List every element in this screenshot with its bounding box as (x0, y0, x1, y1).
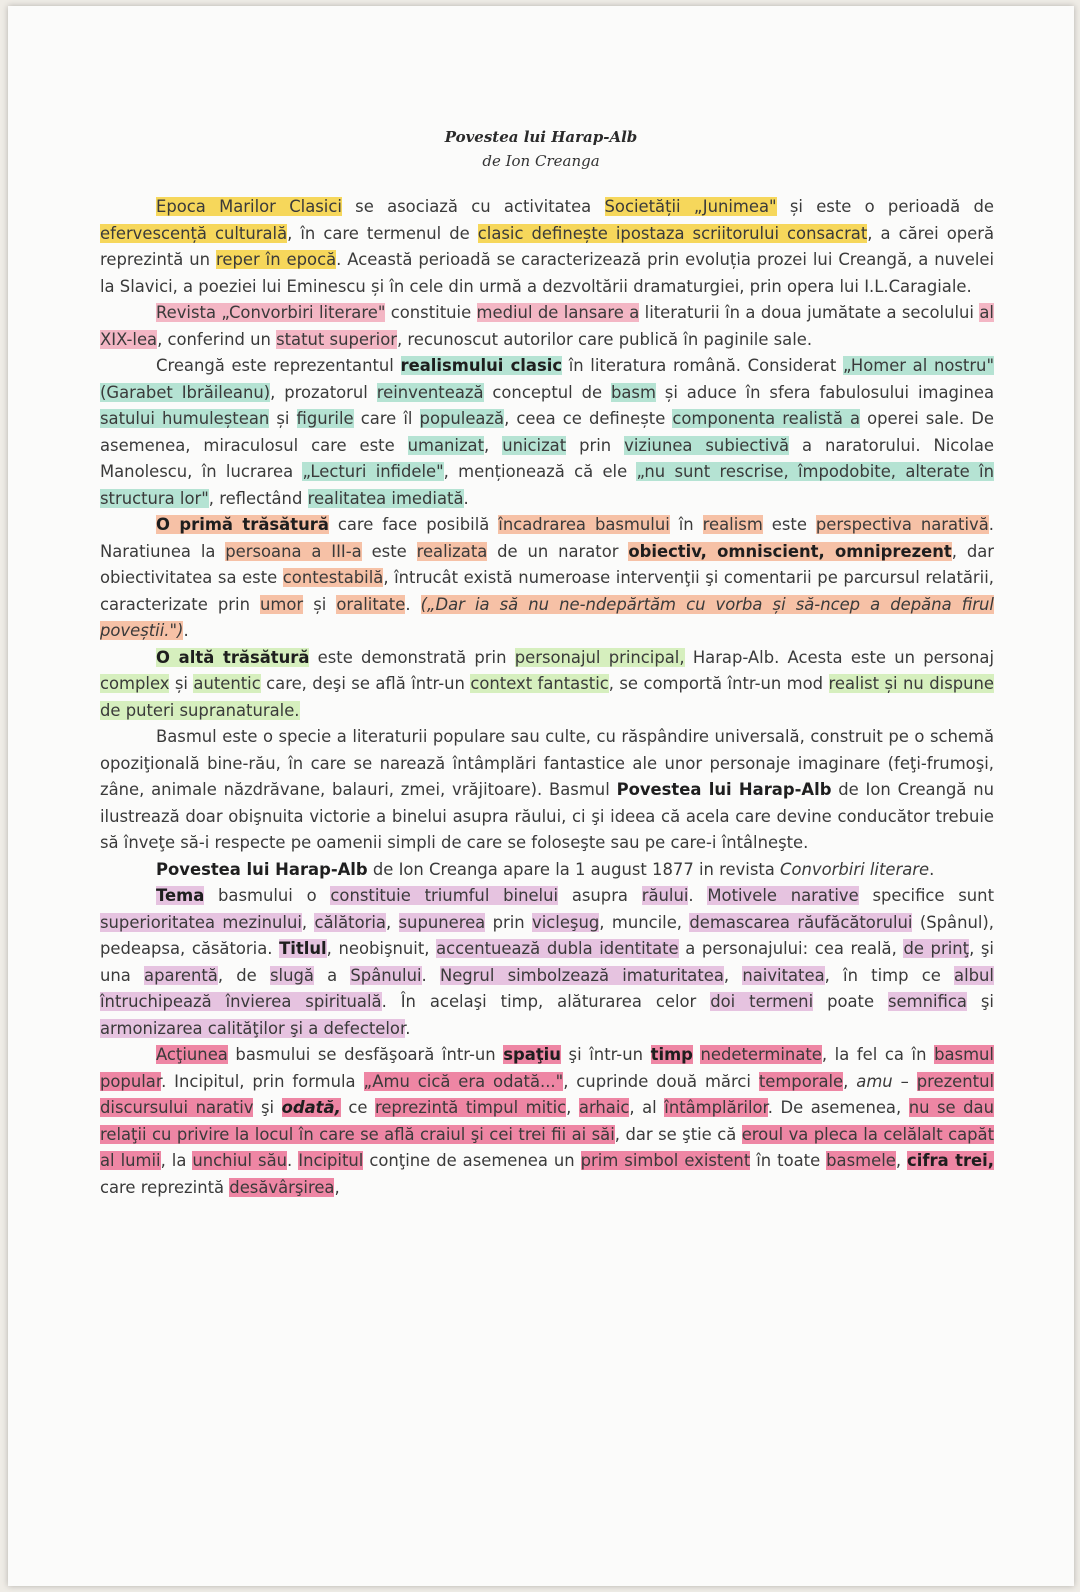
highlighted-text: reprezintă timpul mitic (374, 1098, 567, 1117)
text-run: a personajului: cea reală, (678, 939, 904, 958)
highlighted-text: arhaic (578, 1098, 630, 1117)
text-run: – (892, 1071, 917, 1091)
highlighted-text: oralitate (336, 594, 406, 614)
highlighted-text: realitatea imediată (307, 488, 464, 508)
highlighted-text: armonizarea calităţilor şi a defectelor (100, 1018, 406, 1038)
highlighted-text: slugă (269, 965, 314, 985)
highlighted-text: reper în epocă (216, 250, 337, 269)
highlighted-text: Motivele narative (707, 886, 859, 905)
text-run: ce (340, 1098, 375, 1117)
highlighted-text: unicizat (502, 435, 567, 455)
highlighted-text: realismului clasic (400, 356, 563, 375)
text-run: și aduce în sfera fabulosului imaginea (655, 382, 995, 402)
paragraph (100, 645, 994, 725)
highlighted-text: Tema (156, 886, 205, 905)
text-run: , şi una (100, 939, 994, 985)
document-title: Povestea lui Harap-Alb (444, 128, 638, 146)
highlighted-text: efervescență culturală (100, 223, 288, 243)
highlighted-text: satului humuleștean (100, 409, 270, 428)
text-run: care, deşi se află într-un (260, 674, 471, 693)
highlighted-text: Incipitul (298, 1151, 364, 1170)
text-run: de Ion Creanga apare la 1 august 1877 in revista (367, 859, 781, 879)
text-run: prin (485, 912, 533, 932)
highlighted-text: de prinţ (903, 939, 970, 958)
highlighted-text: „Amu cică era odată..." (363, 1071, 564, 1091)
highlighted-text: perspectiva narativă (815, 515, 989, 534)
text-run: basmului se desfăşoară într-un (227, 1045, 504, 1064)
highlighted-text: încadrarea basmului (498, 515, 670, 534)
text-run: este demonstrată prin (309, 647, 515, 667)
text-run: . (463, 488, 469, 508)
highlighted-text: Spânului (350, 965, 422, 985)
highlighted-text: O primă trăsătură (156, 515, 329, 534)
text-run: , în care termenul de (287, 223, 478, 243)
highlighted-text: accentuează dubla identitate (436, 939, 679, 958)
text-run: , menționează că ele (443, 462, 637, 481)
highlighted-text: odată, (281, 1098, 341, 1117)
highlighted-text: supunerea (398, 912, 486, 932)
paragraph (100, 857, 994, 884)
highlighted-text: statut superior (276, 329, 397, 349)
text-run: , neobişnuit, (326, 939, 437, 958)
text-run: , dar se ştie că (614, 1124, 742, 1144)
text-run: , de (217, 965, 270, 985)
highlighted-text: Revista „Convorbiri literare" (156, 303, 386, 322)
highlighted-text: al XIX-lea (100, 303, 994, 349)
highlighted-text: clasic definește ipostaza scriitorului consacrat (477, 223, 868, 243)
highlighted-text: doi termeni (710, 992, 814, 1011)
highlighted-text: populează (419, 409, 505, 428)
text-run: , conferind un (157, 329, 277, 349)
highlighted-text: basm (610, 382, 656, 402)
highlighted-text: demascarea răufăcătorului (689, 912, 913, 932)
text-run: . În acelaşi timp, alăturarea celor (381, 992, 711, 1011)
text-run: Harap-Alb. Acesta este un personaj (684, 647, 995, 667)
highlighted-text: Titlul (279, 939, 327, 958)
text-run: . (287, 1151, 299, 1170)
text-run: , la fel ca în (821, 1045, 935, 1064)
highlighted-text: temporale (758, 1071, 844, 1091)
text-run: , (895, 1151, 908, 1170)
highlighted-text: mediul de lansare a (476, 303, 640, 322)
highlighted-text: basmele (826, 1151, 896, 1170)
text-run: care îl (353, 409, 420, 428)
highlighted-text: umor (260, 594, 304, 614)
text-run: , (566, 1098, 579, 1117)
highlighted-text: răului (641, 886, 689, 905)
highlighted-text: naivitatea (742, 965, 825, 985)
text-run: , cuprinde două mărci (563, 1071, 759, 1091)
highlighted-text: realizata (416, 541, 488, 561)
highlighted-text: nedeterminate (700, 1045, 822, 1064)
document-body (100, 194, 994, 1201)
highlighted-text: constituie triumful binelui (330, 886, 559, 905)
text-run: în literatura română. Considerat (562, 356, 843, 375)
text-run: a naratorului. Nicolae Manolescu, în lucrarea (100, 435, 995, 481)
highlighted-text: „nu sunt rescrise, împodobite, alterate în structura lor" (100, 462, 994, 508)
text-run: este (762, 515, 816, 534)
highlighted-text: Negrul simbolzează imaturitatea (439, 965, 724, 985)
text-run: . (929, 859, 935, 879)
highlighted-text: „Homer al nostru" (Garabet Ibrăileanu) (100, 356, 994, 402)
text-run: conceptul de (483, 382, 611, 402)
paragraph (100, 512, 994, 645)
text-run: şi (966, 992, 994, 1011)
text-run: , întrucât există numeroase intervenţii şi comentarii pe parcursul relatării, caracterizate prin (100, 568, 994, 614)
text-run: Povestea lui Harap-Alb (156, 859, 368, 879)
highlighted-text: figurile (296, 409, 354, 428)
paper-sheet (8, 6, 1074, 1586)
text-run: Basmul este o specie a literaturii populare sau culte, cu răspândire universală, construit pe o schemă opoziţională bine-rău, în care se narează întâmplări fantastice ale unor personaje imaginare (feţi-frumoşi, zâne, animale năzdrăvane, balauri, zmei, vrăjitoare). Basmul (100, 727, 994, 799)
highlighted-text: context fantastic (470, 674, 609, 693)
text-run: . Această perioadă se caracterizează prin evoluția prozei lui Creangă, a nuvelei la Slavici, a poeziei lui Eminescu și în cele din urmă a dezvoltării dramaturgiei, prin opera lui I.L.Caragiale. (100, 250, 995, 296)
text-run: și este o perioadă de (776, 197, 994, 216)
text-run: , în timp ce (824, 965, 955, 985)
text-run: , (723, 965, 743, 985)
text-run: , al (629, 1098, 665, 1117)
highlighted-text: autentic (193, 674, 261, 693)
text-run: basmului o (204, 886, 331, 905)
highlighted-text: obiectiv, omniscient, omniprezent (628, 541, 952, 561)
highlighted-text: călătoria (314, 912, 386, 932)
text-run: a (313, 965, 351, 985)
paragraph (100, 353, 994, 512)
text-run: , (301, 912, 315, 932)
highlighted-text: prezentul discursului narativ (100, 1071, 995, 1117)
text-run: . Naratiunea la (100, 515, 994, 561)
text-run: , se comportă într-un mod (608, 674, 829, 693)
text-run: , a cărei operă reprezintă un (100, 223, 994, 269)
text-run: și (303, 594, 337, 614)
highlighted-text: realism (702, 515, 763, 534)
highlighted-text: aparentă (144, 965, 218, 985)
highlighted-text: prim simbol existent (580, 1151, 751, 1170)
text-run: specifice sunt (858, 886, 994, 905)
highlighted-text: umanizat (407, 435, 485, 455)
text-run: , (385, 912, 399, 932)
text-run: care reprezintă (100, 1177, 230, 1197)
highlighted-text: realist și nu dispune de puteri supranaturale. (100, 674, 994, 720)
text-run: . (183, 621, 189, 640)
text-run: este (361, 541, 417, 561)
text-run: . (405, 594, 421, 614)
text-run: se asociază cu activitatea (341, 197, 605, 216)
highlighted-text: desăvârşirea (229, 1177, 335, 1197)
highlighted-text: basmul popular (100, 1045, 994, 1091)
text-run: Creangă este reprezentantul (156, 356, 401, 375)
paragraph (100, 883, 994, 1042)
highlighted-text: cifra trei, (907, 1151, 995, 1170)
text-run: , dar obiectivitatea sa este (100, 541, 995, 587)
highlighted-text: vicleşug (532, 912, 600, 932)
text-run: şi într-un (560, 1045, 651, 1064)
text-run: asupra (558, 886, 642, 905)
highlighted-text: contestabilă (282, 568, 384, 587)
text-run: prin (566, 435, 625, 455)
text-run: Convorbiri literare (780, 859, 930, 879)
highlighted-text: semnifica (888, 992, 967, 1011)
highlighted-text: componenta realistă a (672, 409, 861, 428)
text-run: şi (253, 1098, 282, 1117)
highlighted-text: spaţiu (503, 1045, 561, 1064)
text-run: , prozatorul (270, 382, 377, 402)
text-run: care face posibilă (328, 515, 499, 534)
text-run: de un (487, 541, 559, 561)
text-run: conţine de asemenea un (363, 1151, 581, 1170)
text-run: , recunoscut autorilor care publică în paginile sale. (397, 329, 813, 349)
highlighted-text: albul întruchipează învierea spirituală (100, 965, 994, 1011)
text-run: , la (160, 1151, 193, 1170)
highlighted-text: persoana a III-a (225, 541, 362, 561)
highlighted-text: timp (650, 1045, 693, 1064)
text-run: . (421, 965, 440, 985)
text-run: narator (558, 541, 629, 561)
highlighted-text: întâmplărilor (664, 1098, 768, 1117)
text-run: . (688, 886, 708, 905)
text-run: și (169, 674, 194, 693)
text-run: în (669, 515, 703, 534)
text-run: amu (856, 1071, 893, 1091)
highlighted-text: („Dar ia să nu ne-ndepărtăm cu vorba și să-ncep a depăna firul poveștii.") (100, 594, 994, 640)
text-run: și (269, 409, 297, 428)
highlighted-text: reinventează (376, 382, 484, 402)
text-run: (Spânul), pedeapsa, căsătoria. (100, 912, 995, 958)
text-run: literaturii în a doua jumătate a secolului (639, 303, 980, 322)
highlighted-text: viziunea subiectivă (624, 435, 790, 455)
highlighted-text: nu se dau relaţii cu privire la locul în care se află craiul şi cei trei fii ai săi (100, 1098, 994, 1144)
text-run: , ceea ce definește (504, 409, 673, 428)
paragraph (100, 1042, 994, 1201)
highlighted-text: Acţiunea (156, 1045, 228, 1064)
text-run: poate (813, 992, 889, 1011)
text-run: . Incipitul, prin formula (161, 1071, 364, 1091)
text-run: de Ion Creangă nu ilustrează doar obişnuita victorie a binelui asupra răului, ci şi ideea că acela care devine conducător trebuie să înveţe să-i respecte pe oamenii simpli de care se foloseşte sau pe care-i întâlneşte. (100, 780, 994, 852)
text-run: în toate (750, 1151, 827, 1170)
text-run: , reflectând (208, 488, 308, 508)
text-run: operei sale. De asemenea, miraculosul care este (100, 409, 994, 455)
text-run: , muncile, (599, 912, 690, 932)
text-run: constituie (385, 303, 477, 322)
highlighted-text: superioritatea mezinului (100, 912, 302, 932)
highlighted-text: Societății „Junimea" (604, 197, 777, 216)
text-run: , (334, 1177, 340, 1197)
text-run: , (843, 1071, 857, 1091)
text-run: Povestea lui Harap-Alb (616, 780, 832, 799)
highlighted-text: Epoca Marilor Clasici (156, 197, 342, 216)
highlighted-text: unchiul său (192, 1151, 288, 1170)
text-run: . De asemenea, (767, 1098, 909, 1117)
highlighted-text: personajul principal, (514, 647, 685, 667)
document-author: de Ion Creanga (482, 152, 600, 170)
text-run: . (405, 1018, 411, 1038)
paragraph (100, 194, 994, 300)
paragraph (100, 724, 994, 857)
paragraph (100, 300, 994, 353)
highlighted-text: complex (100, 674, 170, 693)
highlighted-text: „Lecturi infidele" (302, 462, 444, 481)
highlighted-text: eroul va pleca la celălalt capăt al lumii (100, 1124, 994, 1170)
highlighted-text: O altă trăsătură (156, 647, 310, 667)
text-run: , (484, 435, 503, 455)
